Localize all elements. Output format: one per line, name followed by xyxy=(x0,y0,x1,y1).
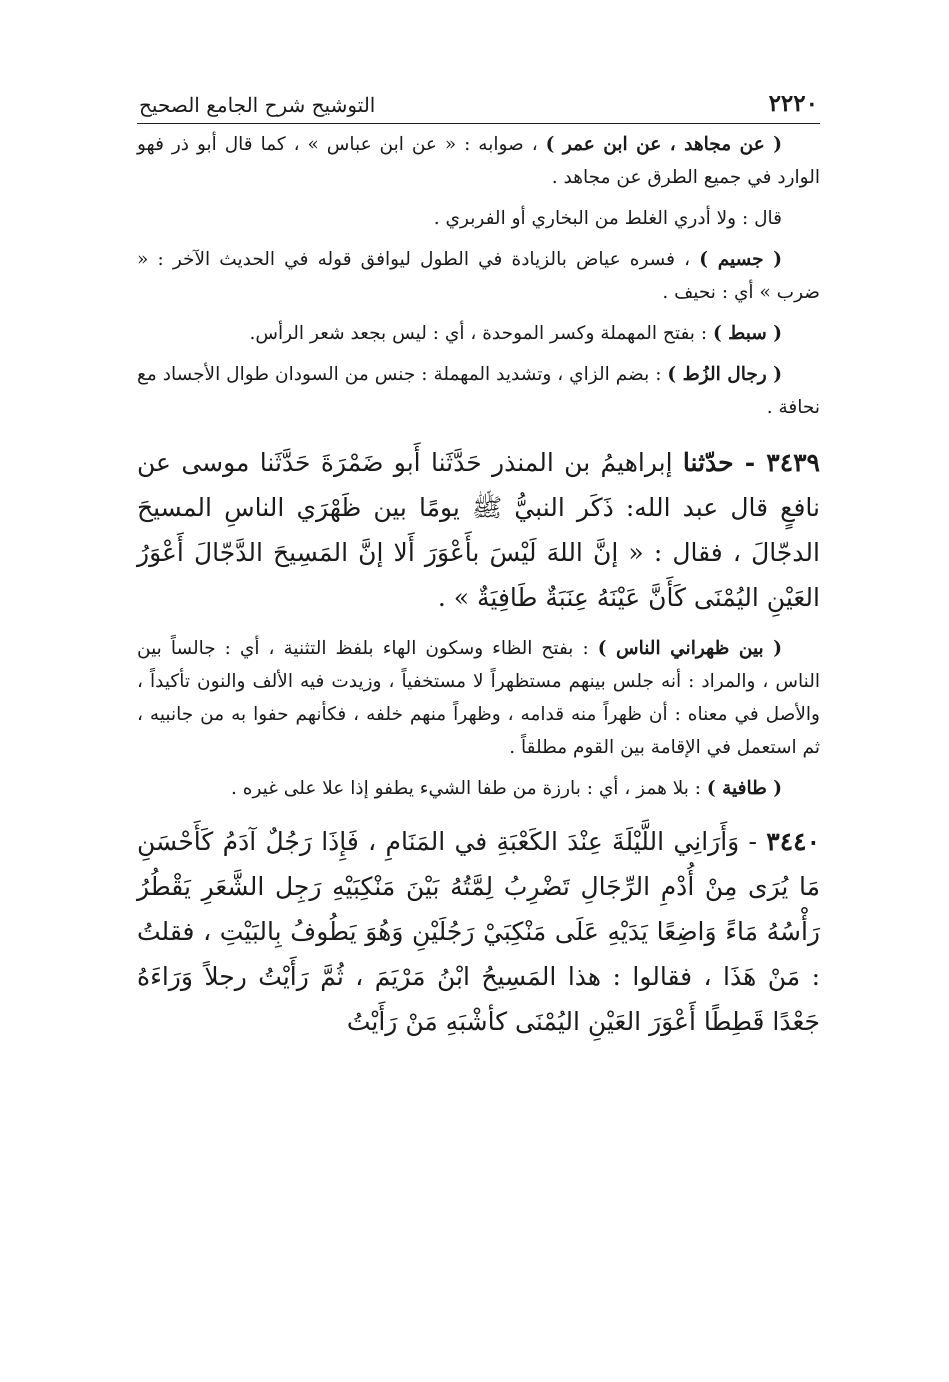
hadith-paragraph xyxy=(137,819,820,1044)
commentary-paragraph xyxy=(137,772,820,805)
commentary-text: : بلا همز ، أي : بارزة من طفا الشيء يطفو إذا علا على غيره . xyxy=(231,778,707,799)
hadith-text: - وَأَرَانِي اللَّيْلَةَ عِنْدَ الكَعْبَةِ في المَنَامِ ، فَإِذَا رَجُلٌ آدَمُ كَأَحْسَنِ مَا يُرَى مِنْ أُدْمِ الرِّجَالِ تَضْرِبُ لِمَّتُهُ بَيْنَ مَنْكِبَيْهِ رَجِل الشَّعَرِ يَقْطُرُ رَأْسُهُ مَاءً وَاضِعًا يَدَيْهِ عَلَى مَنْكِبَيْ رَجُلَيْنِ وَهُوَ يَطُوفُ بِالبَيْتِ ، فقلتُ : مَنْ هَذَا ، فقالوا : هذا المَسِيحُ ابْنُ مَرْيَمَ ، ثُمَّ رَأَيْتُ رجلاً وَرَاءَهُ جَعْدًا قَطِطًا أَعْوَرَ العَيْنِ اليُمْنَى كأشْبَهِ مَنْ رَأَيْتُ xyxy=(137,827,820,1036)
commentary-text: قال : ولا أدري الغلط من البخاري أو الفربري . xyxy=(433,208,782,229)
commentary-term: ( بين ظهراني الناس ) xyxy=(597,638,782,659)
page-body xyxy=(137,128,820,1044)
running-header xyxy=(137,78,820,124)
hadith-paragraph: ٣٤٣٩ - حدّثنا إبراهيمُ بن المنذر حَدَّثَنا أَبو ضَمْرَةَ حَدَّثَنا موسى عن نافعٍ قال عبد الله: ذَكَر النبيُّ ﷺ يومًا بين ظَهْرَي الناسِ المسيحَ الدجّالَ ، فقال : « إنَّ اللهَ لَيْسَ بأَعْوَرَ أَلا إنَّ المَسِيحَ الدَّجّالَ أَعْوَرُ العَيْنِ اليُمْنَى كَأَنَّ عَيْنَهُ عِنَبَةٌ طَافِيَةٌ » . xyxy=(137,448,820,612)
commentary-text: : بضم الزاي ، وتشديد المهملة : جنس من السودان طوال الأجساد مع نحافة . xyxy=(137,364,820,418)
commentary-text: : بفتح الظاء وسكون الهاء بلفظ التثنية ، أي : جالساً بين الناس ، والمراد : أنه جلس بينهم مستظهراً لا مستخفياً ، وزيدت فيه الألف والنون تأكيداً ، والأصل في معناه : أن ظهراً منه قدامه ، وظهراً منهم خلفه ، فكأنهم حفوا به من جانبيه ، ثم استعمل في الإقامة بين القوم مطلقاً . xyxy=(137,638,820,758)
book-title: التوشيح شرح الجامع الصحيح xyxy=(139,93,376,117)
commentary-term: ( جسيم ) xyxy=(699,249,782,270)
commentary-paragraph xyxy=(137,243,820,309)
commentary-term: ( سبط ) xyxy=(712,323,782,344)
commentary-paragraph xyxy=(137,202,820,235)
book-page xyxy=(137,78,820,1056)
hadith-number: ٣٤٤٠ xyxy=(766,827,820,856)
commentary-text: : بفتح المهملة وكسر الموحدة ، أي : ليس بجعد شعر الرأس. xyxy=(249,323,713,344)
page-number: ٢٢٢٠ xyxy=(768,90,818,117)
hadith-number: ٣٤٣٩ xyxy=(766,448,820,477)
commentary-paragraph xyxy=(137,317,820,350)
commentary-text: ، صوابه : « عن ابن عباس » ، كما قال أبو ذر فهو الوارد في جميع الطرق عن مجاهد . xyxy=(137,134,820,188)
hadith-text: إبراهيمُ بن المنذر حَدَّثَنا أَبو ضَمْرَةَ حَدَّثَنا موسى عن نافعٍ قال عبد الله: ذَكَر النبيُّ ﷺ يومًا بين ظَهْرَي الناسِ المسيحَ الدجّالَ ، فقال : « إنَّ اللهَ لَيْسَ بأَعْوَرَ أَلا إنَّ المَسِيحَ الدَّجّالَ أَعْوَرُ العَيْنِ اليُمْنَى كَأَنَّ عَيْنَهُ عِنَبَةٌ طَافِيَةٌ » . xyxy=(137,448,820,612)
hadith-lead-word: حدّثنا xyxy=(682,448,734,477)
commentary-paragraph xyxy=(137,128,820,194)
commentary-paragraph xyxy=(137,632,820,764)
commentary-paragraph xyxy=(137,358,820,424)
commentary-term: ( طافية ) xyxy=(706,778,782,799)
commentary-term: ( عن مجاهد ، عن ابن عمر ) xyxy=(545,134,782,155)
commentary-term: ( رجال الزُط ) xyxy=(667,364,782,385)
commentary-text: ، فسره عياض بالزيادة في الطول ليوافق قوله في الحديث الآخر : « ضرب » أي : نحيف . xyxy=(137,249,820,303)
